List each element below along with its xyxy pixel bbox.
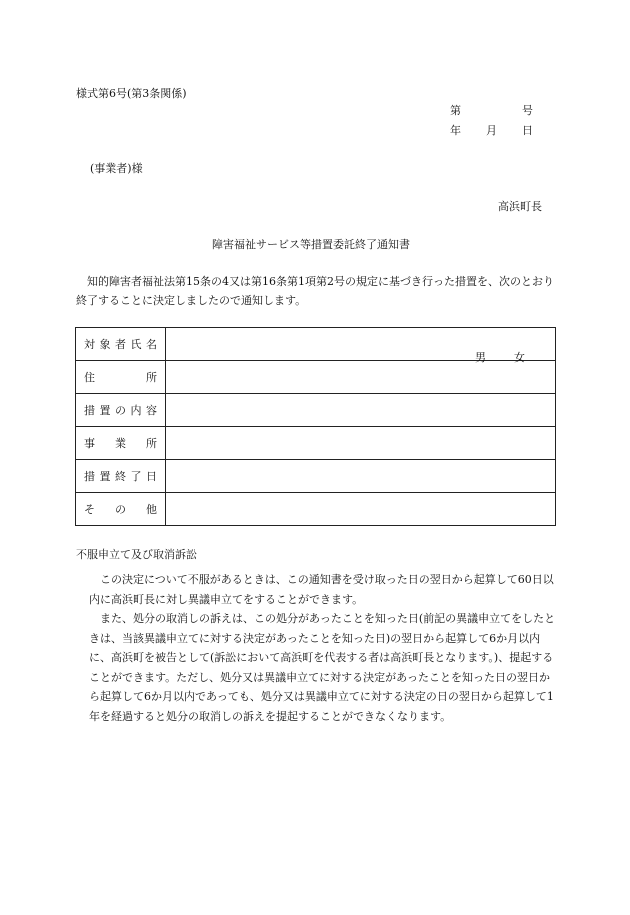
table-row — [76, 361, 556, 394]
appeal-paragraph-1: この決定について不服があるときは、この通知書を受け取った日の翌日から起算して60日以内に高浜町長に対し異議申立てをすることができます。 — [89, 573, 554, 606]
info-table — [75, 327, 556, 526]
label-cell — [76, 394, 166, 427]
label-cell — [76, 427, 166, 460]
appeal-section-title: 不服申立て及び取消訴訟 — [76, 548, 197, 561]
row-label: 措 置 終 了 日 — [84, 470, 157, 483]
facility-field[interactable] — [166, 427, 556, 460]
measure-content-field[interactable] — [166, 394, 556, 427]
notice-body — [76, 272, 556, 310]
row-label: そ の 他 — [84, 503, 157, 516]
table-row — [76, 493, 556, 526]
end-date-field[interactable] — [166, 460, 556, 493]
address-field[interactable] — [166, 361, 556, 394]
subject-name-field[interactable] — [166, 328, 556, 364]
date-year-label: 年 — [450, 124, 461, 137]
appeal-paragraph-2: また、処分の取消しの訴えは、この処分があったことを知った日(前記の異議申立てをしたときは、当該異議申立てに対する決定があったことを知った日)の翌日から起算して6か月以内に、高浜町を被告として(訴訟において高浜町を代表する者は高浜町長となります。)、提起することができます。ただし、処分又は異議申立てに対する決定があったことを知った日の翌日から起算して6か月以内であっても、処分又は異議申立てに対する決定の日の翌日から起算して1年を経過すると処分の取消しの訴えを提起することができなくなります。 — [89, 612, 556, 723]
row-label: 住 所 — [84, 371, 157, 384]
label-cell — [76, 361, 166, 394]
label-cell — [76, 493, 166, 526]
date-month-label: 月 — [486, 124, 497, 137]
sex-female[interactable]: 女 — [514, 351, 525, 364]
date-day-label: 日 — [522, 124, 533, 137]
table-row — [76, 427, 556, 460]
row-label: 事 業 所 — [84, 437, 157, 450]
row-label: 対 象 者 氏 名 — [84, 338, 157, 351]
other-field[interactable] — [166, 493, 556, 526]
table-row — [76, 394, 556, 427]
table-row — [76, 460, 556, 493]
row-label: 措 置 の 内 容 — [84, 404, 157, 417]
table-row — [76, 328, 556, 361]
label-cell — [76, 460, 166, 493]
sex-male[interactable]: 男 — [475, 351, 486, 364]
document-number-label: 第 — [450, 104, 461, 117]
issuer: 高浜町長 — [498, 200, 542, 213]
document-number-suffix: 号 — [522, 104, 533, 117]
document-title: 障害福祉サービス等措置委託終了通知書 — [212, 238, 410, 251]
form-number: 様式第6号(第3条関係) — [76, 87, 187, 100]
notice-paragraph: 知的障害者福祉法第15条の4又は第16条第1項第2号の規定に基づき行った措置を、次のとおり終了することに決定しましたので通知します。 — [76, 275, 554, 307]
label-cell — [76, 328, 166, 361]
recipient: (事業者)様 — [90, 162, 143, 175]
